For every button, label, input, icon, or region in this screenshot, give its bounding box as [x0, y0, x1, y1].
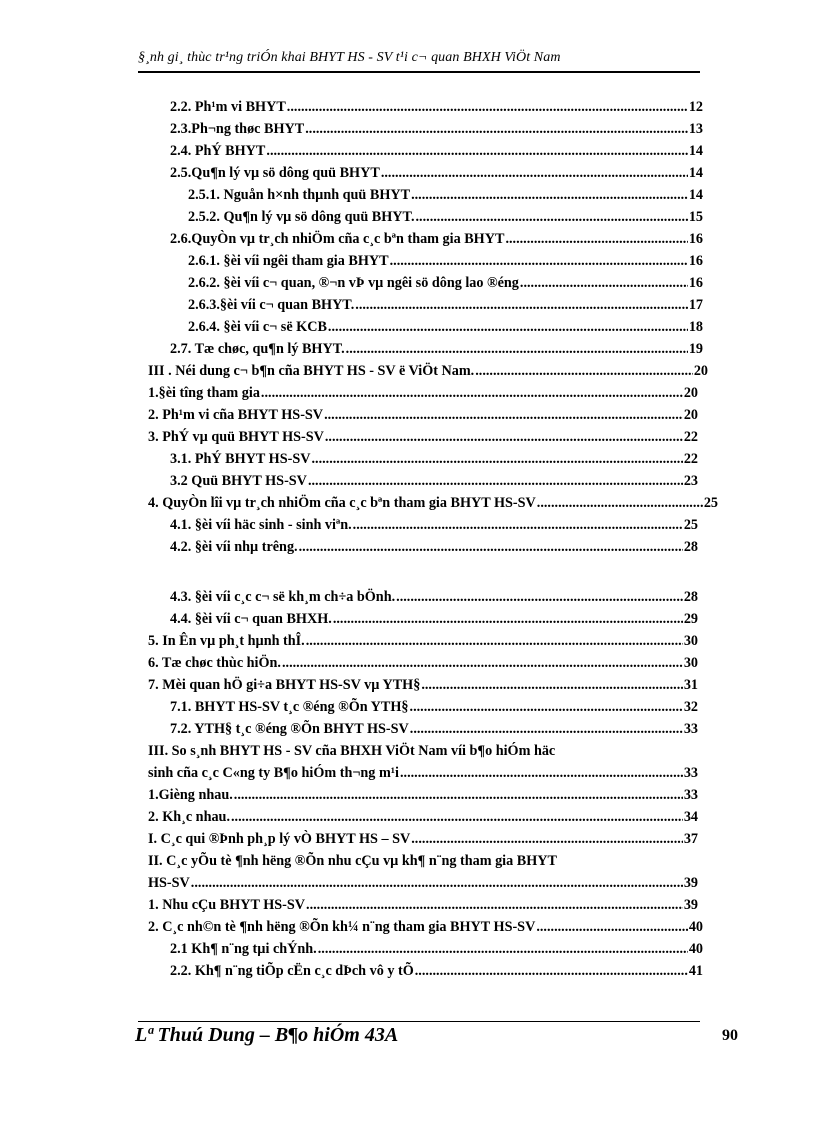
toc-page-number: 28: [683, 589, 698, 605]
toc-entry-text: 5. In Ên vµ ph¸t hµnh thÎ.: [148, 633, 305, 649]
toc-entry: [148, 426, 698, 448]
toc-page-number: 33: [683, 721, 698, 737]
toc-dot-leader: [381, 162, 688, 184]
toc-entry-text: 4. QuyÒn lîi vµ tr¸ch nhiÖm cña c¸c bªn tham gia BHYT HS-SV: [148, 495, 536, 511]
toc-dot-leader: [415, 960, 688, 982]
toc-entry-text: II. C¸c yÕu tè ¶nh hëng ®Õn nhu cÇu vµ kh¶ n¨ng tham gia BHYT: [148, 853, 557, 869]
toc-page-number: 20: [683, 385, 698, 401]
toc-page-number: 14: [688, 143, 703, 159]
toc-entry: [170, 96, 703, 118]
toc-page-number: 20: [693, 363, 708, 379]
toc-page-number: 16: [688, 253, 703, 269]
toc-entry: [148, 762, 698, 784]
toc-dot-leader: [410, 696, 683, 718]
toc-entry-text: 2.6.3.§èi víi c¬ quan BHYT.: [188, 297, 355, 313]
toc-entry: [170, 960, 703, 982]
toc-entry-text: 7. Mèi quan hÖ gi÷a BHYT HS-SV vµ YTH§: [148, 677, 421, 693]
toc-entry: [170, 536, 698, 558]
toc-entry: [188, 294, 703, 316]
toc-dot-leader: [537, 492, 703, 514]
toc-page-number: 13: [688, 121, 703, 137]
toc-dot-leader: [324, 404, 683, 426]
toc-dot-leader: [353, 514, 683, 536]
toc-entry: [148, 652, 698, 674]
toc-entry-text: 2. Kh¸c nhau.: [148, 809, 230, 825]
toc-page-number: 40: [688, 919, 703, 935]
page-number: 90: [722, 1027, 738, 1044]
toc-page-number: 32: [683, 699, 698, 715]
toc-dot-leader: [318, 938, 688, 960]
toc-entry-text: 4.3. §èi víi c¸c c¬ së kh¸m ch÷a bÖnh.: [170, 589, 396, 605]
toc-entry-text: 2.6.2. §èi víi c¬ quan, ®¬n vÞ vµ ngêi sö dông lao ®éng: [188, 275, 519, 291]
toc-page-number: 29: [683, 611, 698, 627]
toc-entry: [170, 514, 698, 536]
toc-entry: [170, 938, 703, 960]
header-rule: [138, 71, 700, 73]
toc-page-number: 40: [688, 941, 703, 957]
toc-dot-leader: [396, 586, 683, 608]
toc-entry-text: 2.6.4. §èi víi c¬ së KCB: [188, 319, 327, 335]
toc-dot-leader: [410, 718, 683, 740]
toc-entry: [148, 360, 708, 382]
toc-entry: [148, 404, 698, 426]
running-header: §¸nh gi¸ thùc tr¹ng triÓn khai BHYT HS - SV t¹i c¬ quan BHXH ViÖt Nam: [138, 50, 561, 65]
toc-entry: [148, 784, 698, 806]
toc-entry-text: 2.4. PhÝ BHYT: [170, 143, 266, 159]
toc-entry-text: 7.2. YTH§ t¸c ®éng ®Õn BHYT HS-SV: [170, 721, 409, 737]
toc-entry-text: 4.1. §èi víi häc sinh - sinh viªn.: [170, 517, 352, 533]
toc-entry-text: 2.3.Ph¬ng thøc BHYT: [170, 121, 305, 137]
toc-entry: [148, 828, 698, 850]
toc-page-number: 25: [703, 495, 718, 511]
toc-dot-leader: [346, 338, 688, 360]
toc-dot-leader: [416, 206, 688, 228]
toc-entry: [148, 492, 718, 514]
toc-entry-text: 3. PhÝ vµ quü BHYT HS-SV: [148, 429, 324, 445]
toc-entry-text: I. C¸c qui ®Þnh ph¸p lý vÒ BHYT HS – SV: [148, 831, 411, 847]
toc-dot-leader: [355, 294, 688, 316]
toc-page-number: 17: [688, 297, 703, 313]
toc-dot-leader: [305, 118, 688, 140]
toc-entry-text: 2. Ph¹m vi cña BHYT HS-SV: [148, 407, 324, 423]
toc-page-number: 18: [688, 319, 703, 335]
toc-page-number: 33: [683, 765, 698, 781]
toc-entry: [148, 916, 703, 938]
toc-dot-leader: [308, 470, 683, 492]
toc-entry: [188, 272, 703, 294]
toc-dot-leader: [505, 228, 687, 250]
toc-entry-text: 2.5.Qu¶n lý vµ sö dông quü BHYT: [170, 165, 380, 181]
toc-entry-text: III. So s¸nh BHYT HS - SV cña BHXH ViÖt Nam víi b¶o hiÓm häc: [148, 743, 556, 759]
toc-dot-leader: [299, 536, 683, 558]
toc-entry-text: III . Néi dung c¬ b¶n cña BHYT HS - SV ë ViÖt Nam.: [148, 363, 475, 379]
toc-entry-text: 2.6.QuyÒn vµ tr¸ch nhiÖm cña c¸c bªn tham gia BHYT: [170, 231, 505, 247]
toc-dot-leader: [390, 250, 688, 272]
footer-author: Lª Thuú Dung – B¶o hiÓm 43A: [135, 1024, 399, 1046]
toc-entry-text: 1.Gièng nhau.: [148, 787, 233, 803]
toc-dot-leader: [411, 828, 683, 850]
toc-entry: [170, 338, 703, 360]
toc-dot-leader: [311, 448, 682, 470]
toc-dot-leader: [266, 140, 687, 162]
toc-entry-text: 2.6.1. §èi víi ngêi tham gia BHYT: [188, 253, 389, 269]
footer-rule: [138, 1021, 700, 1022]
toc-page-number: 28: [683, 539, 698, 555]
toc-page-number: 41: [688, 963, 703, 979]
toc-entry-text: 1. Nhu cÇu BHYT HS-SV: [148, 897, 306, 913]
toc-dot-leader: [475, 360, 693, 382]
toc-entry-text: 2.1 Kh¶ n¨ng tµi chÝnh.: [170, 941, 317, 957]
toc-entry-text: 4.2. §èi víi nhµ trêng.: [170, 539, 298, 555]
toc-entry-text: 2.2. Kh¶ n¨ng tiÕp cËn c¸c dÞch vô y tÕ: [170, 963, 414, 979]
toc-page-number: 37: [683, 831, 698, 847]
toc-entry-text: 6. Tæ chøc thùc hiÖn.: [148, 655, 281, 671]
toc-page-number: 19: [688, 341, 703, 357]
toc-entry: [170, 470, 698, 492]
toc-dot-leader: [328, 316, 688, 338]
toc-page-number: 15: [688, 209, 703, 225]
toc-page-number: 39: [683, 875, 698, 891]
toc-entry: [148, 894, 698, 916]
toc-page-number: 30: [683, 655, 698, 671]
toc-dot-leader: [333, 608, 683, 630]
toc-entry-text: 3.1. PhÝ BHYT HS-SV: [170, 451, 311, 467]
toc-page-number: 16: [688, 275, 703, 291]
toc-dot-leader: [282, 652, 683, 674]
toc-page-number: 20: [683, 407, 698, 423]
toc-entry: [170, 162, 703, 184]
toc-dot-leader: [411, 184, 688, 206]
toc-page-number: 34: [683, 809, 698, 825]
toc-dot-leader: [191, 872, 683, 894]
toc-entry-text: 3.2 Quü BHYT HS-SV: [170, 473, 307, 489]
toc-entry: [188, 206, 703, 228]
toc-entry: [148, 806, 698, 828]
toc-page-number: 31: [683, 677, 698, 693]
toc-entry-text: 2.5.1. Nguån h×nh thµnh quü BHYT: [188, 187, 411, 203]
toc-entry: [170, 718, 698, 740]
toc-dot-leader: [261, 382, 683, 404]
toc-page-number: 14: [688, 187, 703, 203]
toc-entry-text: 2.7. Tæ chøc, qu¶n lý BHYT.: [170, 341, 345, 357]
toc-entry-continuation: sinh cña c¸c C«ng ty B¶o hiÓm th¬ng m¹i: [148, 765, 399, 781]
toc-entry-text: 1.§èi tîng tham gia: [148, 385, 260, 401]
toc-entry: [170, 586, 698, 608]
toc-entry-text: 7.1. BHYT HS-SV t¸c ®éng ®Õn YTH§: [170, 699, 409, 715]
toc-entry: [170, 448, 698, 470]
toc-entry: [170, 118, 703, 140]
toc-page-number: 22: [683, 429, 698, 445]
toc-entry: [148, 382, 698, 404]
toc-dot-leader: [306, 894, 683, 916]
toc-entry: [170, 228, 703, 250]
toc-dot-leader: [306, 630, 683, 652]
toc-dot-leader: [421, 674, 683, 696]
toc-entry: [188, 316, 703, 338]
toc-dot-leader: [234, 784, 683, 806]
toc-page-number: 33: [683, 787, 698, 803]
toc-page-number: 25: [683, 517, 698, 533]
toc-entry-continuation: HS-SV: [148, 875, 190, 891]
toc-entry: [148, 674, 698, 696]
toc-entry: [170, 696, 698, 718]
toc-entry: [170, 608, 698, 630]
toc-page-number: 12: [688, 99, 703, 115]
toc-entry-text: 4.4. §èi víi c¬ quan BHXH.: [170, 611, 332, 627]
toc-dot-leader: [536, 916, 687, 938]
toc-dot-leader: [325, 426, 683, 448]
toc-page-number: 39: [683, 897, 698, 913]
toc-dot-leader: [400, 762, 683, 784]
toc-page-number: 14: [688, 165, 703, 181]
toc-dot-leader: [287, 96, 688, 118]
toc-entry: [170, 140, 703, 162]
toc-dot-leader: [231, 806, 683, 828]
toc-entry-text: 2.5.2. Qu¶n lý vµ sö dông quü BHYT.: [188, 209, 415, 225]
toc-page-number: 22: [683, 451, 698, 467]
toc-entry-text: 2.2. Ph¹m vi BHYT: [170, 99, 286, 115]
toc-dot-leader: [520, 272, 688, 294]
toc-entry: [148, 872, 698, 894]
toc-entry-text: 2. C¸c nh©n tè ¶nh hëng ®Õn kh¼ n¨ng tham gia BHYT HS-SV: [148, 919, 536, 935]
toc-page-number: 23: [683, 473, 698, 489]
toc-entry: [188, 250, 703, 272]
toc-page-number: 16: [688, 231, 703, 247]
toc-entry: [148, 630, 698, 652]
toc-entry: [188, 184, 703, 206]
toc-page-number: 30: [683, 633, 698, 649]
